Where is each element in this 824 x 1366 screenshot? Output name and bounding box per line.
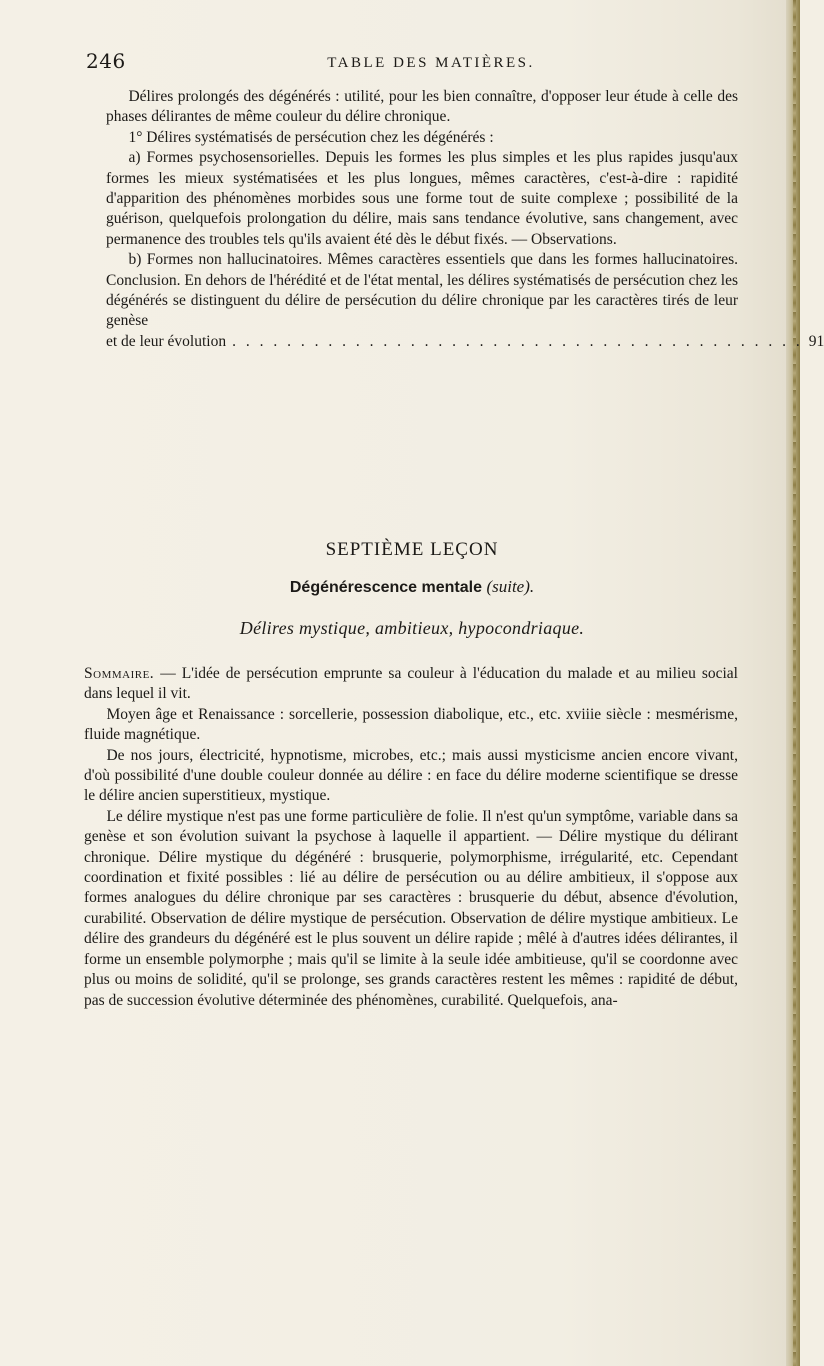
page-edge-shadow	[786, 0, 800, 1366]
toc-page-ref: 91	[808, 332, 824, 350]
toc-leader-dots: . . . . . . . . . . . . . . . . . . . . . . . . . . . . . . . . . . . . . . . . . .	[232, 332, 803, 350]
sommaire-section	[84, 664, 738, 1011]
lesson-subtitle-bold: Dégénérescence mentale	[289, 579, 482, 596]
running-head: TABLE DES MATIÈRES.	[327, 55, 535, 71]
lesson-subtitle-italic: (suite).	[486, 577, 535, 596]
sommaire-paragraph: — L'idée de persécution emprunte sa couleur à l'éducation du malade et au milieu social dans lequel il vit.	[84, 665, 738, 703]
toc-paragraph: 1° Délires systématisés de persécution chez les dégénérés :	[128, 128, 494, 146]
sommaire-intro	[84, 664, 738, 705]
sommaire-label: Sommaire.	[84, 665, 155, 682]
page-edge-texture	[793, 0, 796, 1366]
top-section	[106, 87, 824, 352]
page-header	[86, 46, 766, 76]
toc-last-line: et de leur évolution	[106, 332, 227, 350]
toc-entry-end	[106, 332, 824, 352]
sommaire-paragraph: De nos jours, électricité, hypnotisme, microbes, etc.; mais aussi mysticisme ancien encore vivant, d'où possibilité d'une double couleur donnée au délire : en face du délire moderne scientifique se dresse le délire ancien superstitieux, mystique.	[84, 746, 738, 805]
lesson-subtitle	[86, 575, 738, 600]
sommaire-paragraph: Le délire mystique n'est pas une forme particulière de folie. Il n'est qu'un symptôme, variable dans sa genèse et son évolution suivant la psychose à laquelle il appartient. — Délire mystique du délirant chronique. Délire mystique du dégénéré : brusquerie, polymorphisme, irrégularité, etc. Cependant coordination et fixité possibles : lié au délire de persécution ou au délire ambitieux, il s'oppose aux formes analogues du délire chronique par ses caractères : brusquerie du début, absence d'évolution, curabilité. Observation de délire mystique de persécution. Observation de délire mystique ambitieux. Le délire des grandeurs du dégénéré est le plus souvent un délire rapide ; mêlé à d'autres idées délirantes, il forme un ensemble polymorphe ; mais qu'il se limite à la seule idée ambitieuse, qu'il se coordonne avec plus ou moins de solidité, qu'il se prolonge, ses grands caractères restent les mêmes : rapidité de début, pas de succession évolutive déterminée des phénomènes, curabilité. Quelquefois, ana-	[84, 807, 738, 1009]
toc-paragraph: Délires prolongés des dégénérés : utilité, pour les bien connaître, d'opposer leur étude à celle des phases délirantes de même couleur du délire chronique.	[106, 88, 738, 126]
page-number: 246	[86, 49, 126, 73]
toc-paragraph: a) Formes psychosensorielles. Depuis les formes les plus simples et les plus rapides jusqu'aux formes les mieux systématisées et les plus longues, mêmes caractères, c'est-à-dire : rapidité d'apparition des phénomènes morbides sous une forme tout de suite complexe ; possibilité de la guérison, quelquefois prolongation du délire, mais sans tendance évolutive, sans changement, avec permanence des troubles tels qu'ils avaient été dès le début fixés. — Observations.	[106, 149, 738, 248]
lesson-title: SEPTIÈME LEÇON	[325, 539, 499, 560]
sommaire-paragraph: Moyen âge et Renaissance : sorcellerie, possession diabolique, etc., etc. xviiie siècle : mesmérisme, fluide magnétique.	[84, 705, 738, 744]
lesson-topics: Délires mystique, ambitieux, hypocondriaque.	[239, 618, 585, 638]
toc-paragraph: b) Formes non hallucinatoires. Mêmes caractères essentiels que dans les formes hallucinatoires. Conclusion. En dehors de l'hérédité et de l'état mental, les délires systématisés de persécution chez les dégénérés se distinguent du délire de persécution du délire chronique par les caractères tirés de leur genèse	[106, 251, 738, 330]
